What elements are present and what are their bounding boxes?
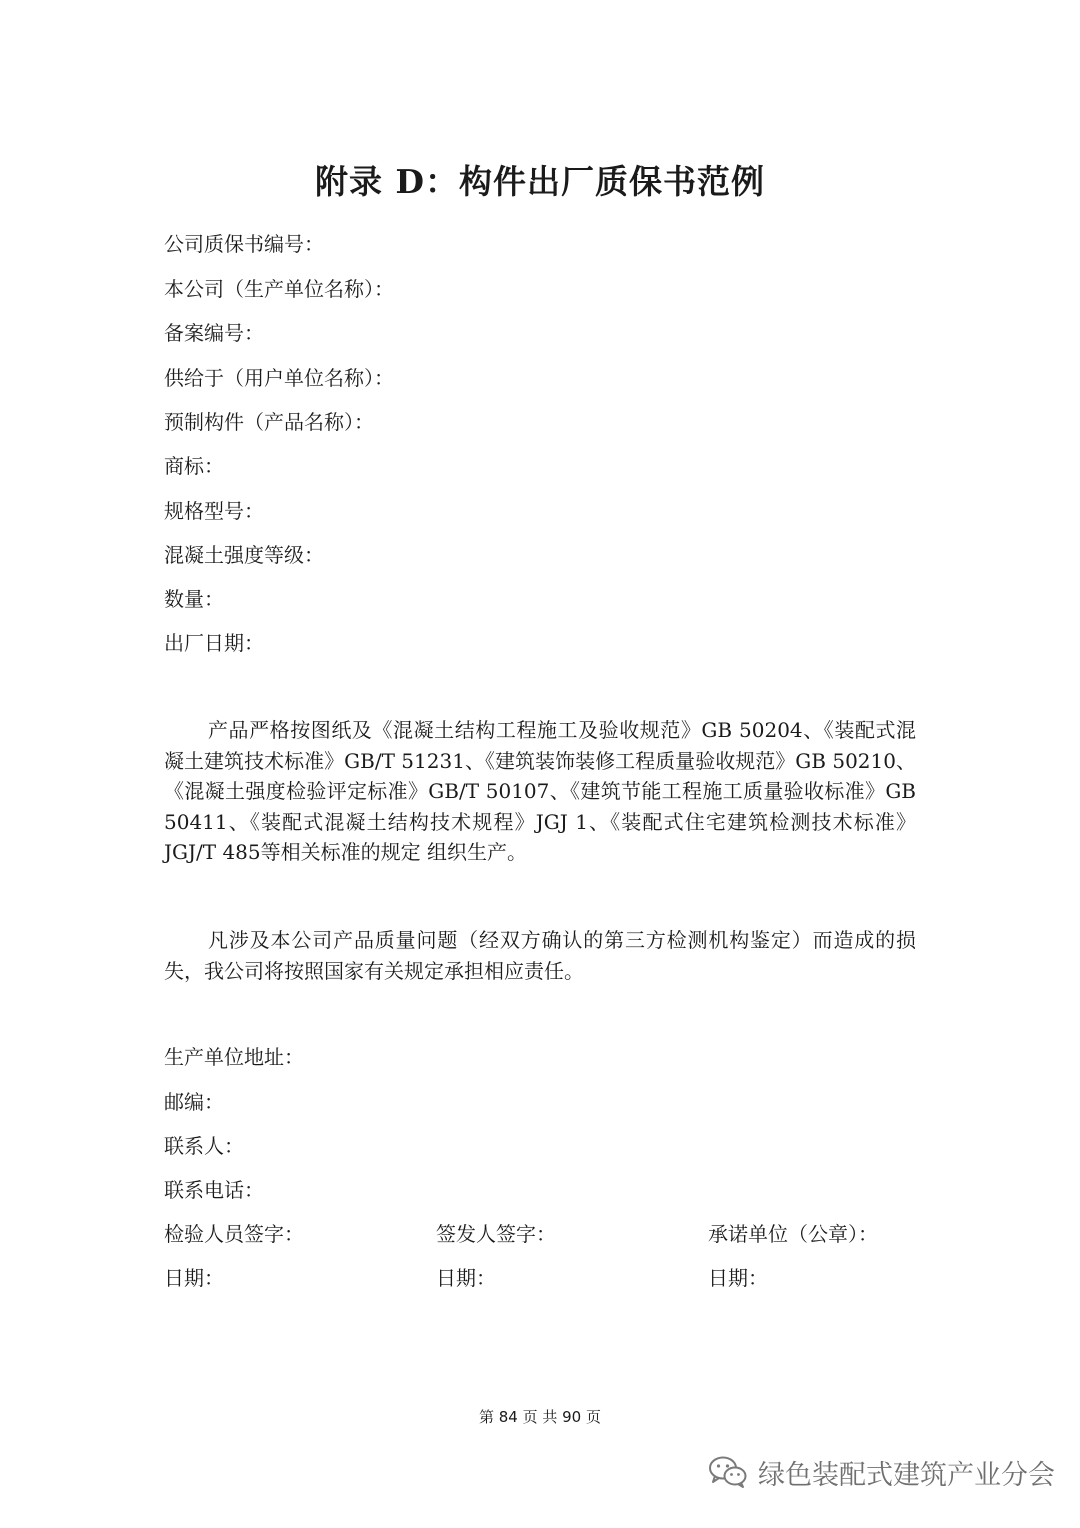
- field-record-number: 备案编号：: [164, 321, 264, 345]
- field-product-name: 预制构件（产品名称）：: [164, 410, 374, 434]
- watermark: [708, 1452, 1055, 1492]
- wechat-icon: [708, 1455, 748, 1489]
- field-quality-cert-number: 公司质保书编号：: [164, 232, 324, 256]
- standards-paragraph: 产品严格按图纸及《混凝土结构工程施工及验收规范》GB 50204、《装配式混凝土建筑技术标准》GB/T 51231、《建筑装饰装修工程质量验收规范》GB 50210、《混凝土强度检验评定标准》GB/T 50107、《建筑节能工程施工质量验收标准》GB 50411、《装配式混凝土结构技术规程》JGJ 1、《装配式住宅建筑检测技术标准》JGJ/T 485等相关标准的规定 组织生产。: [164, 718, 916, 864]
- issuer-signature-label: 签发人签字：: [436, 1222, 556, 1246]
- watermark-text: 绿色装配式建筑产业分会: [758, 1459, 1055, 1491]
- guarantor-date-label: 日期：: [708, 1266, 768, 1290]
- inspector-date-label: 日期：: [164, 1266, 224, 1290]
- field-manufacturer-name: 本公司（生产单位名称）：: [164, 277, 394, 301]
- issuer-date-label: 日期：: [436, 1266, 496, 1290]
- inspector-signature-label: 检验人员签字：: [164, 1222, 304, 1246]
- page-number: 第 84 页 共 90 页: [478, 1408, 601, 1426]
- field-concrete-grade: 混凝土强度等级：: [164, 543, 324, 567]
- field-manufacturer-address: 生产单位地址：: [164, 1045, 304, 1069]
- document-title: 附录 D：构件出厂质保书范例: [314, 162, 766, 201]
- field-delivery-date: 出厂日期：: [164, 631, 264, 655]
- guarantor-seal-label: 承诺单位（公章）：: [708, 1222, 878, 1246]
- field-contact-person: 联系人：: [164, 1134, 244, 1158]
- liability-paragraph: 凡涉及本公司产品质量问题（经双方确认的第三方检测机构鉴定）而造成的损失，我公司将按照国家有关规定承担相应责任。: [164, 928, 916, 983]
- field-model-spec: 规格型号：: [164, 499, 264, 523]
- field-quantity: 数量：: [164, 587, 224, 611]
- field-contact-phone: 联系电话：: [164, 1178, 264, 1202]
- field-customer-name: 供给于（用户单位名称）：: [164, 366, 394, 390]
- field-postcode: 邮编：: [164, 1090, 224, 1114]
- field-trademark: 商标：: [164, 454, 224, 478]
